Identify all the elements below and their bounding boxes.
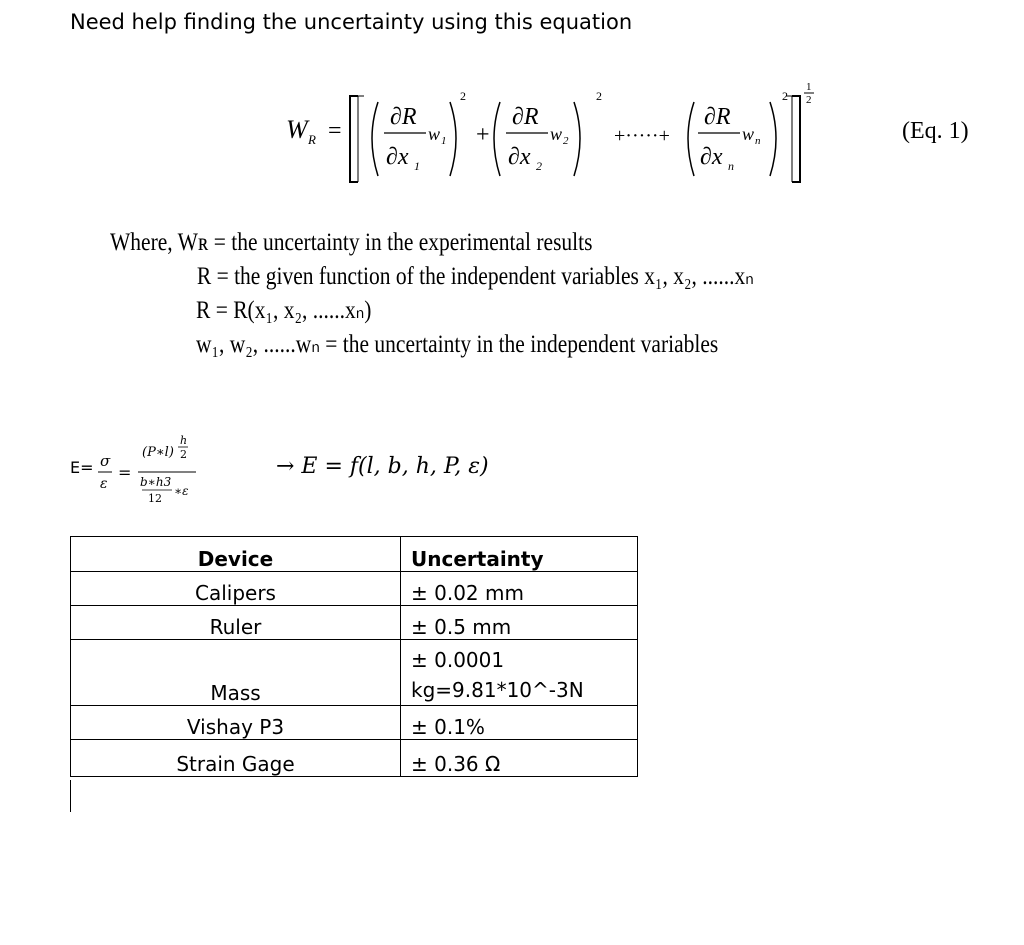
uncertainty-cell: ± 0.36 Ω: [401, 740, 638, 777]
table-row: [71, 640, 638, 706]
svg-text:∂R: ∂R: [390, 104, 417, 130]
question-text: Need help finding the uncertainty using this equation: [70, 10, 633, 34]
device-cell: Vishay P3: [71, 706, 401, 740]
svg-text:R: R: [308, 132, 316, 147]
table-row: [71, 572, 638, 606]
uncertainty-cell: [401, 640, 638, 706]
definitions-block: [110, 226, 754, 362]
device-cell: Mass: [71, 640, 401, 706]
uncertainty-cell: ± 0.02 mm: [401, 572, 638, 606]
svg-text:1: 1: [806, 81, 812, 93]
uncertainty-cell: ± 0.5 mm: [401, 606, 638, 640]
svg-text:∗ε: ∗ε: [174, 484, 189, 498]
device-cell: Strain Gage: [71, 740, 401, 777]
svg-text:2: 2: [596, 89, 602, 103]
definition-line: Where, Wʀ = the uncertainty in the experimental results: [110, 229, 593, 256]
svg-text:(P∗l): (P∗l): [142, 445, 174, 460]
svg-text:σ: σ: [100, 452, 111, 470]
uncertainty-table: [70, 536, 638, 777]
header-device: Device: [71, 537, 401, 572]
svg-text:2: 2: [180, 448, 187, 461]
svg-text:n: n: [755, 135, 761, 147]
uncertainty-cell: ± 0.1%: [401, 706, 638, 740]
svg-text:+·····+: +·····+: [614, 125, 670, 147]
device-cell: Ruler: [71, 606, 401, 640]
svg-text:2: 2: [460, 89, 466, 103]
uncertainty-line: ± 0.0001: [411, 648, 505, 672]
svg-text:b∗h3: b∗h3: [140, 475, 172, 489]
table-row: [71, 706, 638, 740]
divider: [70, 780, 71, 812]
svg-text:n: n: [728, 159, 734, 173]
svg-text:2: 2: [782, 89, 788, 103]
svg-text:∂x: ∂x: [508, 144, 531, 170]
svg-text:∂R: ∂R: [704, 104, 731, 130]
table-row: [71, 740, 638, 777]
svg-text:∂x: ∂x: [700, 144, 723, 170]
svg-text:=: =: [118, 463, 132, 482]
svg-text:w: w: [742, 124, 755, 144]
definition-line: R = R(x₁, x₂, ......xₙ): [196, 297, 372, 324]
svg-text:2: 2: [563, 135, 569, 147]
svg-text:h: h: [180, 434, 188, 447]
formula-rhs: → E = f(l, b, h, P, ε): [276, 454, 489, 479]
definition-line: w₁, w₂, ......wₙ = the uncertainty in the independent variables: [196, 331, 719, 358]
formula-lhs: E=: [70, 458, 94, 477]
svg-text:∂R: ∂R: [512, 104, 539, 130]
svg-text:1: 1: [441, 135, 447, 147]
table-row: [71, 606, 638, 640]
svg-text:w: w: [550, 124, 563, 144]
table-header-row: [71, 537, 638, 572]
svg-text:2: 2: [806, 94, 812, 106]
svg-text:+: +: [476, 122, 490, 148]
uncertainty-line: kg=9.81*10^-3N: [411, 678, 584, 702]
formula-fraction: [98, 432, 278, 512]
definition-line: R = the given function of the independent variables x₁, x₂, ......xₙ: [196, 263, 754, 290]
uncertainty-equation: [280, 78, 850, 188]
svg-text:=: =: [328, 118, 342, 144]
svg-text:1: 1: [414, 159, 420, 173]
svg-text:∂x: ∂x: [386, 144, 409, 170]
equation-label: (Eq. 1): [902, 118, 969, 144]
svg-text:12: 12: [148, 492, 162, 505]
svg-text:ε: ε: [100, 476, 108, 492]
header-uncertainty: Uncertainty: [401, 537, 638, 572]
device-cell: Calipers: [71, 572, 401, 606]
svg-text:w: w: [428, 124, 441, 144]
svg-text:W: W: [286, 115, 308, 144]
svg-text:2: 2: [536, 159, 542, 173]
